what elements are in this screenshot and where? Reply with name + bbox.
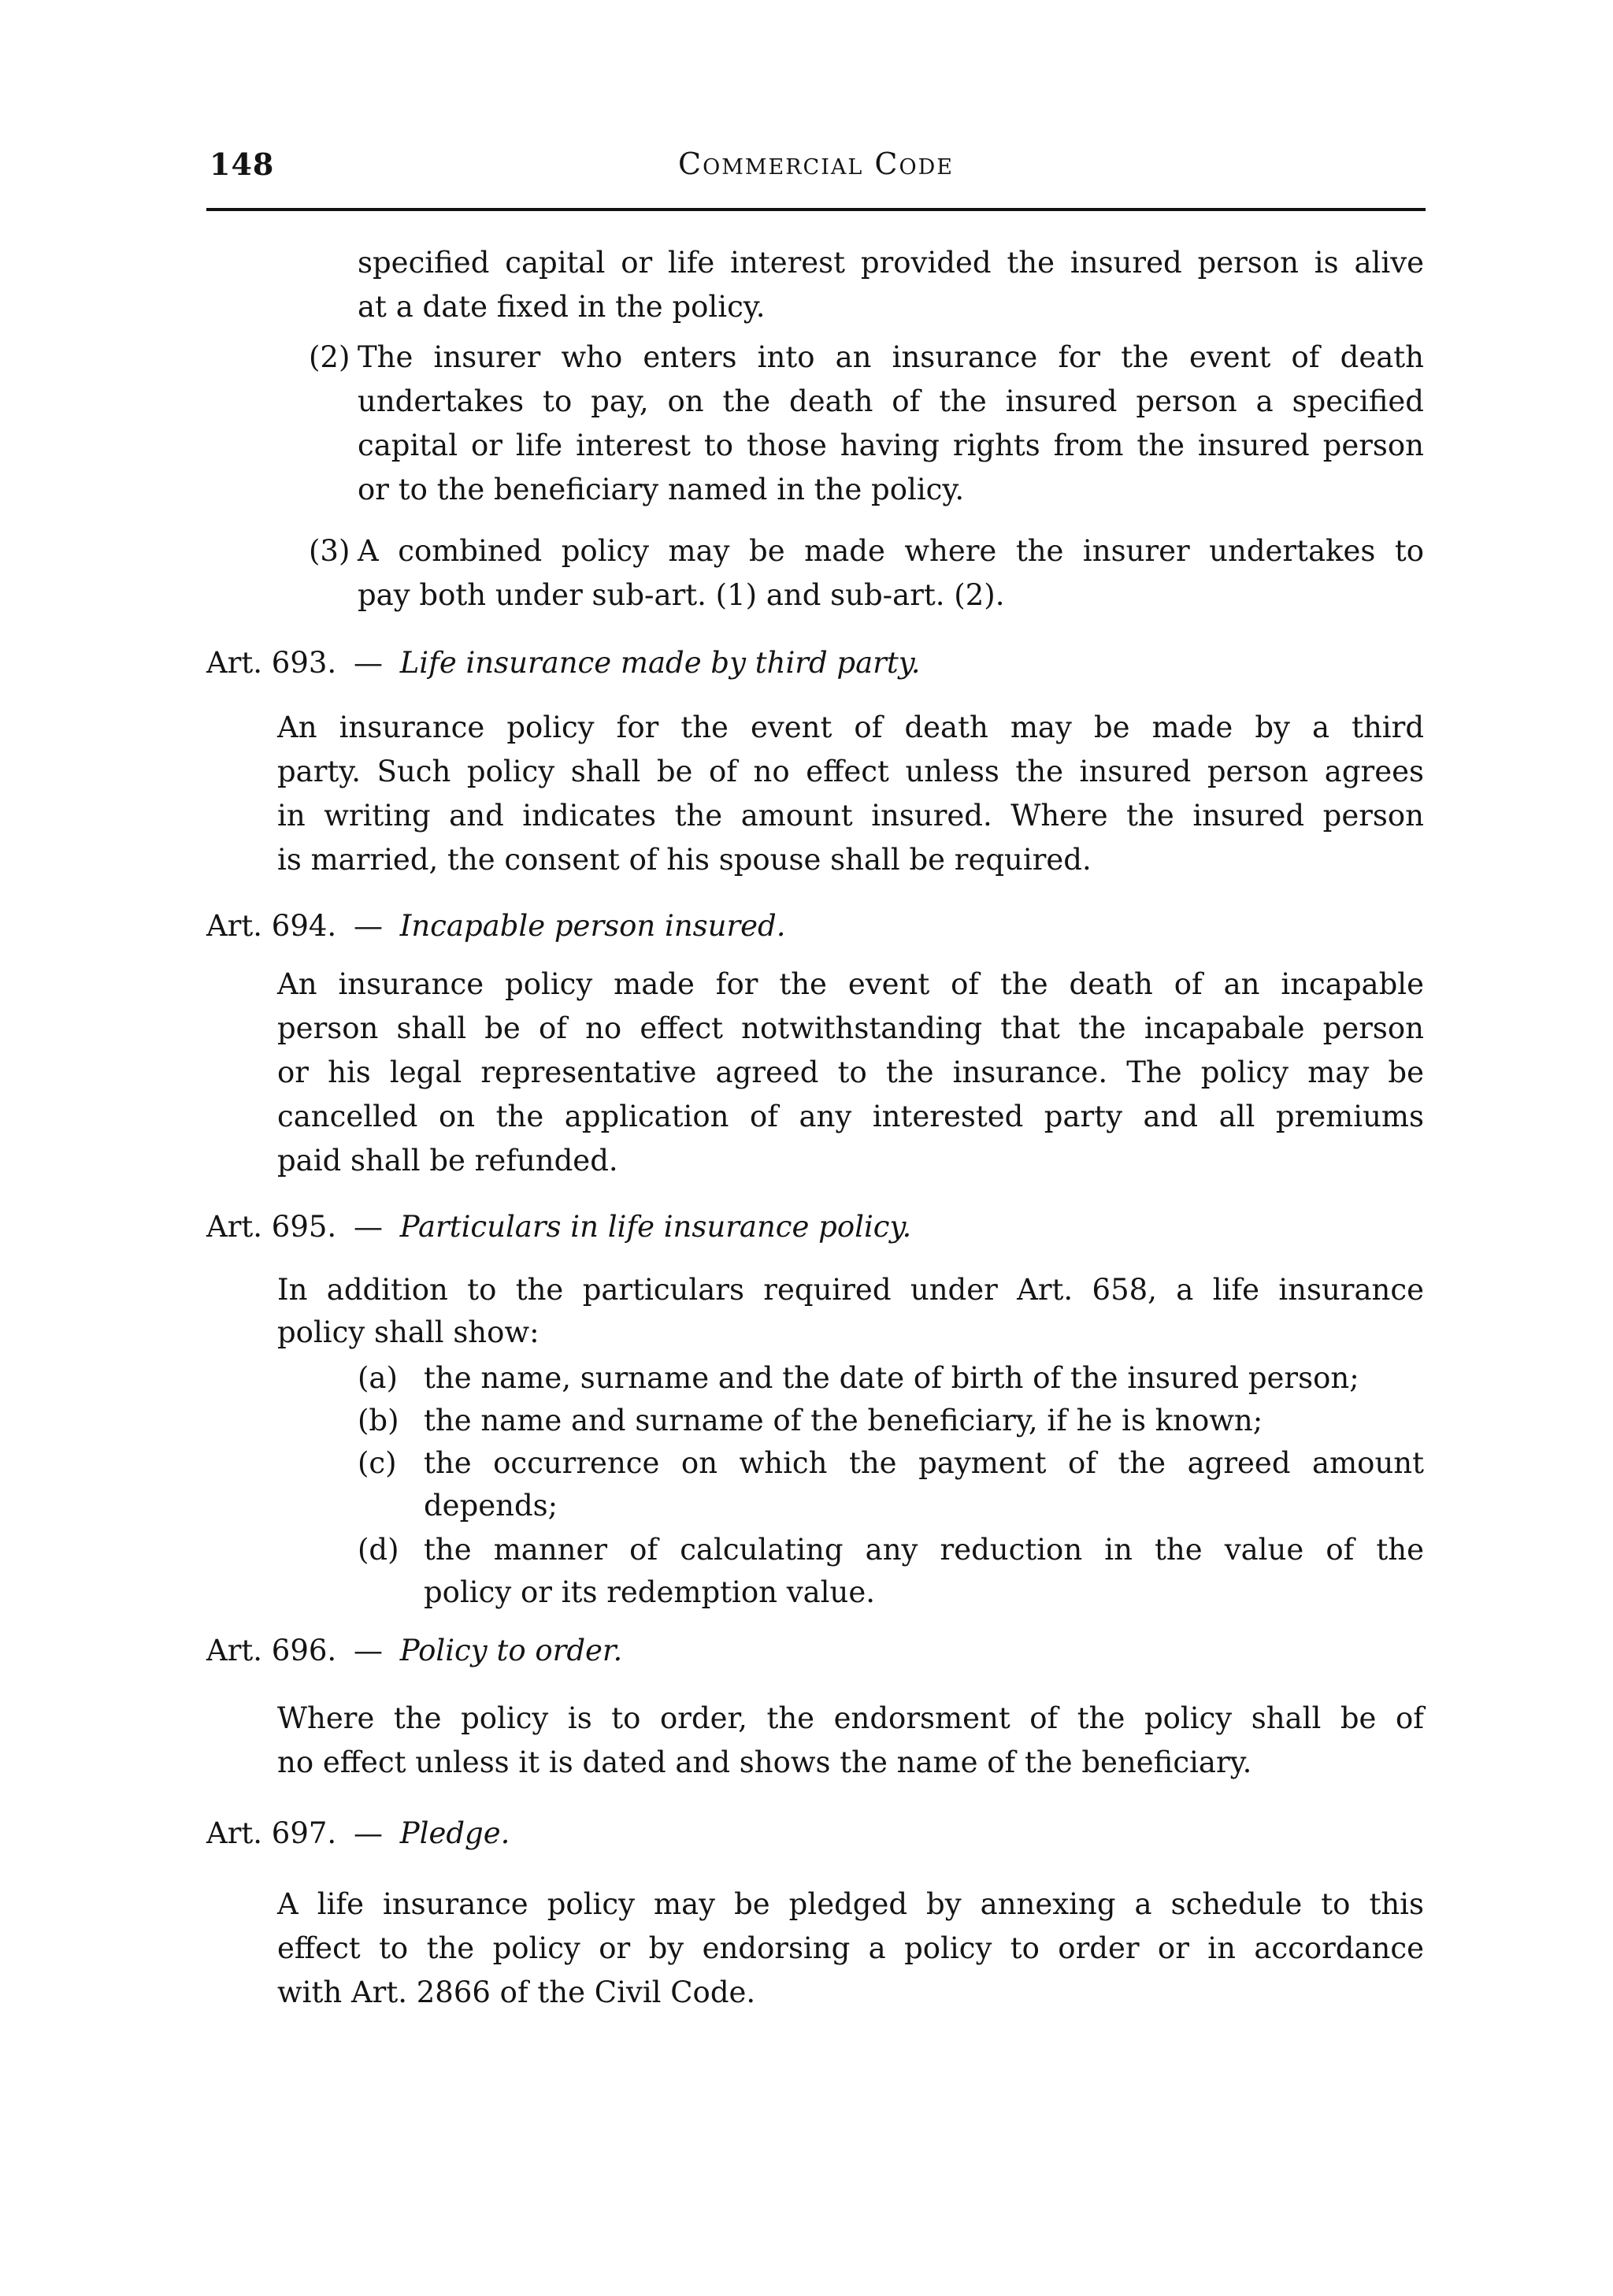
running-header (206, 147, 1426, 202)
paragraph-line: or to the beneficiary named in the policy. (358, 473, 965, 506)
paragraph-line: is married, the consent of his spouse shall be required. (277, 843, 1092, 877)
article-label: Art. 696. (206, 1634, 337, 1667)
list-item-line: policy or its redemption value. (424, 1575, 875, 1609)
article-heading (206, 644, 920, 682)
list-item-marker: (d) (358, 1533, 399, 1567)
list-item-marker: (b) (358, 1404, 399, 1437)
paragraph-line: specified capital or life interest provided the insured person is alive (358, 246, 1424, 280)
paragraph-line: An insurance policy for the event of death may be made by a third (277, 710, 1424, 744)
article-dash: — (353, 1634, 383, 1667)
article-dash: — (353, 1210, 383, 1244)
paragraph-line: paid shall be refunded. (277, 1144, 618, 1178)
paragraph-line: In addition to the particulars required under Art. 658, a life insurance (277, 1273, 1424, 1307)
clause-number: (3) (309, 534, 350, 568)
article-heading (206, 1632, 622, 1670)
paragraph-line: person shall be of no effect notwithstanding that the incapabale person (277, 1011, 1424, 1045)
paragraph-line: or his legal representative agreed to the insurance. The policy may be (277, 1055, 1424, 1089)
paragraph-line: party. Such policy shall be of no effect unless the insured person agrees (277, 755, 1424, 788)
article-label: Art. 693. (206, 646, 337, 680)
paragraph-line: An insurance policy made for the event of the death of an incapable (277, 967, 1424, 1001)
paragraph-line: A combined policy may be made where the insurer undertakes to (358, 534, 1424, 568)
paragraph-line: Where the policy is to order, the endorsment of the policy shall be of (277, 1701, 1424, 1735)
paragraph-line: pay both under sub-art. (1) and sub-art. (2). (358, 578, 1005, 612)
running-title: Commercial Code (678, 147, 954, 181)
list-item-line: the occurrence on which the payment of the agreed amount (424, 1446, 1424, 1480)
article-title: Pledge. (399, 1816, 510, 1850)
list-item-marker: (a) (358, 1361, 398, 1395)
list-item-line: the manner of calculating any reduction in the value of the (424, 1533, 1424, 1567)
header-rule (206, 208, 1426, 211)
article-label: Art. 697. (206, 1816, 337, 1850)
article-title: Particulars in life insurance policy. (399, 1210, 912, 1244)
article-dash: — (353, 1816, 383, 1850)
list-item-line: depends; (424, 1489, 558, 1523)
article-heading (206, 907, 786, 945)
article-title: Life insurance made by third party. (399, 646, 921, 680)
paragraph-line: no effect unless it is dated and shows the name of the beneficiary. (277, 1745, 1252, 1779)
paragraph-line: A life insurance policy may be pledged by annexing a schedule to this (277, 1887, 1424, 1921)
clause-number: (2) (309, 340, 350, 374)
paragraph-line: capital or life interest to those having rights from the insured person (358, 428, 1424, 462)
paragraph-line: effect to the policy or by endorsing a policy to order or in accordance (277, 1931, 1424, 1965)
article-label: Art. 695. (206, 1210, 337, 1244)
paragraph-line: at a date fixed in the policy. (358, 290, 766, 324)
paragraph-line: in writing and indicates the amount insured. Where the insured person (277, 799, 1424, 833)
list-item-marker: (c) (358, 1446, 397, 1480)
article-label: Art. 694. (206, 909, 337, 943)
paragraph-line: undertakes to pay, on the death of the insured person a specified (358, 384, 1424, 418)
paragraph-line: The insurer who enters into an insurance for the event of death (358, 340, 1424, 374)
list-item-line: the name, surname and the date of birth of the insured person; (424, 1361, 1359, 1395)
article-dash: — (353, 909, 383, 943)
article-title: Incapable person insured. (399, 909, 786, 943)
article-heading (206, 1208, 911, 1246)
article-dash: — (353, 646, 383, 680)
paragraph-line: policy shall show: (277, 1315, 540, 1349)
paragraph-line: cancelled on the application of any interested party and all premiums (277, 1100, 1424, 1133)
article-title: Policy to order. (399, 1634, 623, 1667)
page-number: 148 (210, 147, 275, 182)
list-item-line: the name and surname of the beneficiary, if he is known; (424, 1404, 1263, 1437)
article-heading (206, 1815, 510, 1853)
paragraph-line: with Art. 2866 of the Civil Code. (277, 1975, 756, 2009)
